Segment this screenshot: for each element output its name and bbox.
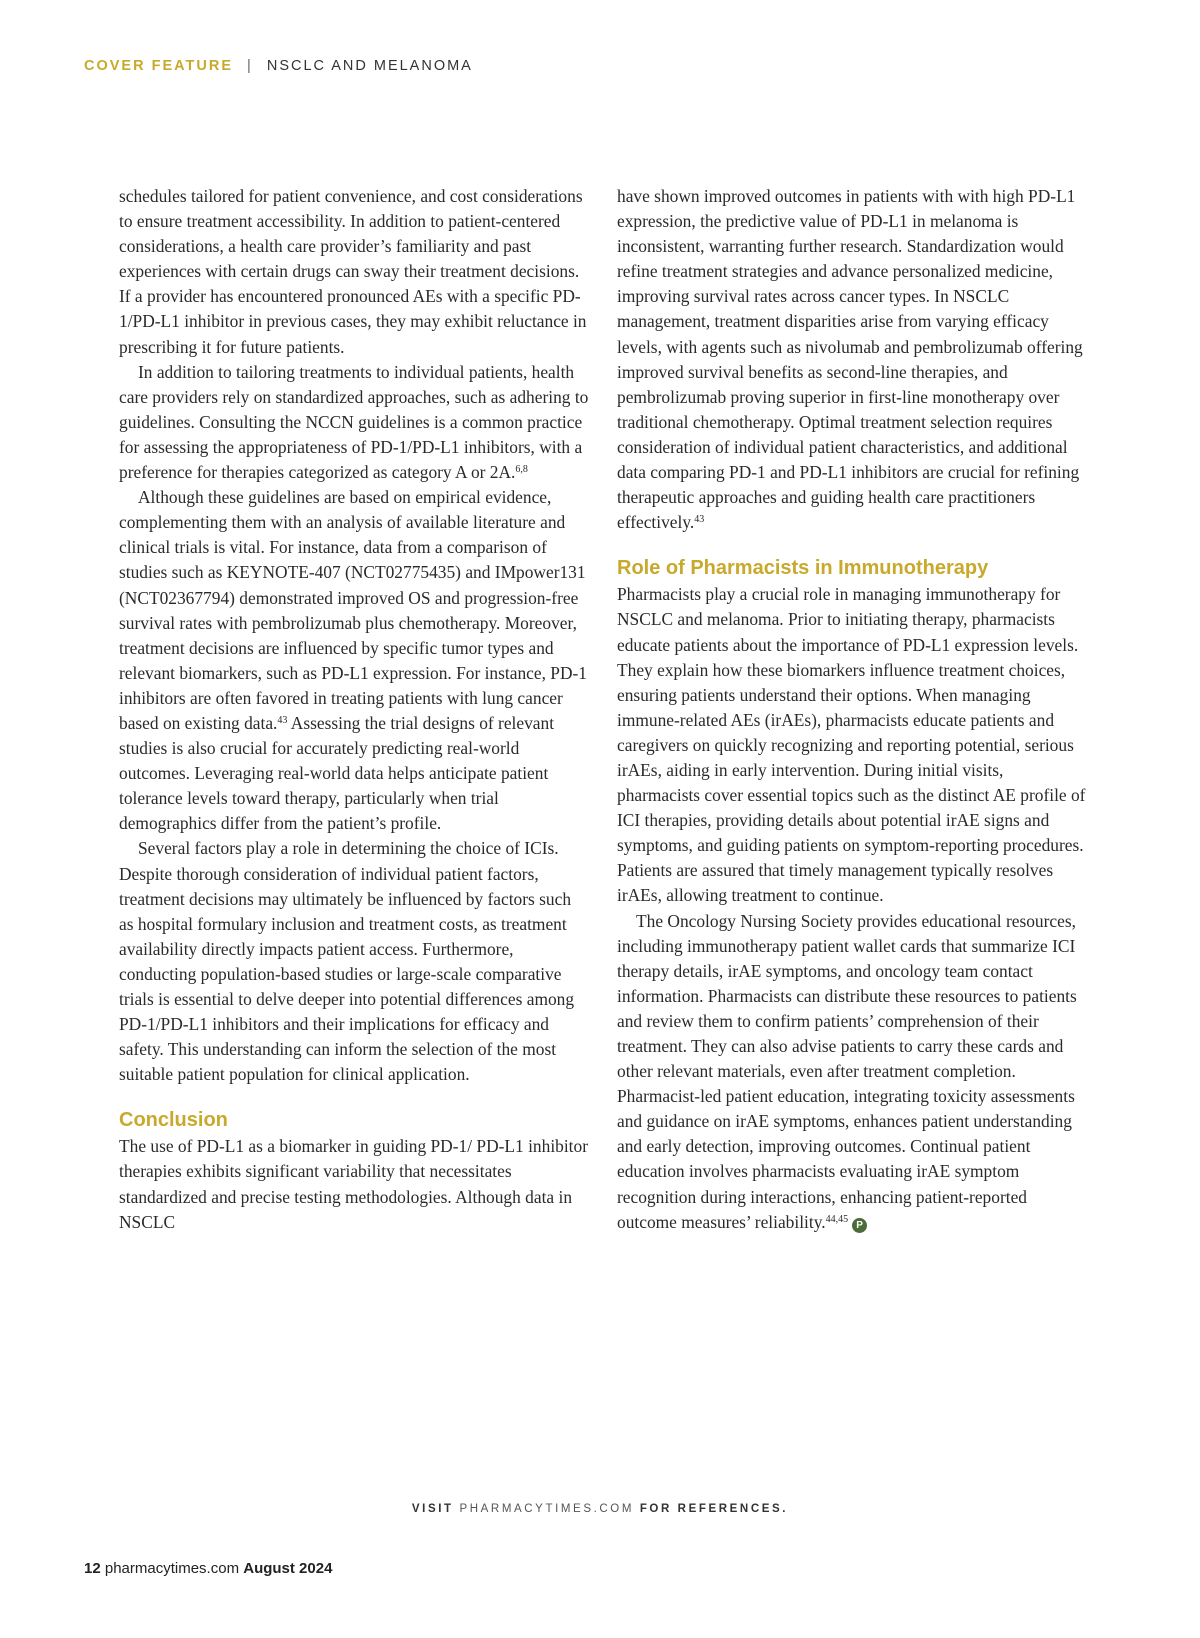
issue-date: August 2024 (243, 1560, 333, 1577)
conclusion-heading: Conclusion (119, 1109, 228, 1132)
paragraph-text: Assessing the trial designs of relevant studies is also crucial for accurately predicting real-world outcomes. Leveraging real-world data helps anticipate patient tolerance levels toward therapy, particularly when trial demographics differ from the patient’s profile. (119, 712, 555, 834)
section-label: COVER FEATURE (84, 58, 233, 74)
page-footer (84, 1560, 332, 1577)
paragraph (119, 360, 589, 485)
citation: 43 (694, 514, 705, 526)
citation: 43 (277, 714, 288, 726)
topic-label: NSCLC AND MELANOMA (266, 58, 473, 74)
right-column (617, 184, 1087, 1235)
paragraph: Pharmacists play a crucial role in managing immunotherapy for NSCLC and melanoma. Prior to initiating therapy, pharmacists educate patients about the importance of PD-L1 expression levels. They explain how these biomarkers influence treatment choices, ensuring patients understand their options. When managing immune-related AEs (irAEs), pharmacists educate patients and caregivers on quickly recognizing and reporting potential, serious irAEs, aiding in early intervention. During initial visits, pharmacists cover essential topics such as the distinct AE profile of ICI therapies, providing details about potential irAE signs and symptoms, and guiding patients on symptom-reporting procedures. Patients are assured that timely management typically resolves irAEs, allowing treatment to continue. (617, 584, 1086, 906)
paragraph-text: In addition to tailoring treatments to individual patients, health care providers rely on standardized approaches, such as adhering to guidelines. Consulting the NCCN guidelines is a common practice for assessing the appropriateness of PD-1/PD-L1 inhibitors, with a preference for therapies categorized as category A or 2A. (119, 361, 589, 483)
references-note (0, 1503, 1200, 1515)
citation: 6,8 (515, 464, 528, 476)
citation: 44,45 (825, 1213, 849, 1225)
paragraph: The use of PD-L1 as a biomarker in guiding PD-1/ PD-L1 inhibitor therapies exhibits significant variability that necessitates standardized and precise testing methodologies. Although data in NSCLC (119, 1136, 588, 1232)
page-number: 12 (84, 1560, 101, 1577)
paragraph-text: Although these guidelines are based on empirical evidence, complementing them with an analysis of available literature and clinical trials is vital. For instance, data from a comparison of studies such as KEYNOTE-407 (NCT02775435) and IMpower131 (NCT02367794) demonstrated improved OS and progression-free survival rates with pembrolizumab plus chemotherapy. Moreover, treatment decisions are influenced by specific tumor types and relevant biomarkers, such as PD-L1 expression. For instance, PD-1 inhibitors are often favored in treating patients with lung cancer based on existing data. (119, 487, 587, 733)
end-of-article-icon: P (852, 1218, 867, 1233)
running-header (84, 58, 473, 74)
paragraph: Several factors play a role in determining the choice of ICIs. Despite thorough consideration of individual patient factors, treatment decisions may ultimately be influenced by factors such as hospital formulary inclusion and treatment costs, as treatment availability directly impacts patient access. Furthermore, conducting population-based studies or large-scale comparative trials is essential to delve deeper into potential differences among PD-1/PD-L1 inhibitors and their implications for efficacy and safety. This understanding can inform the selection of the most suitable patient population for clinical application. (119, 838, 575, 1085)
paragraph (617, 184, 1087, 535)
role-heading: Role of Pharmacists in Immunotherapy (617, 557, 989, 580)
footer-site: pharmacytimes.com (104, 1560, 240, 1577)
references-tail: FOR REFERENCES. (639, 1503, 789, 1515)
references-link[interactable]: PHARMACYTIMES.COM (459, 1503, 635, 1515)
left-column (119, 184, 589, 1235)
paragraph (119, 485, 589, 836)
paragraph: schedules tailored for patient convenience, and cost considerations to ensure treatment accessibility. In addition to patient-centered considerations, a health care provider’s familiarity and past experiences with certain drugs can sway their treatment decisions. If a provider has encountered pronounced AEs with a specific PD-1/PD-L1 inhibitor in previous cases, they may exhibit reluctance in prescribing it for future patients. (119, 186, 587, 357)
paragraph-text: The Oncology Nursing Society provides educational resources, including immunotherapy patient wallet cards that summarize ICI therapy details, irAE symptoms, and oncology team contact information. Pharmacists can distribute these resources to patients and review them to confirm patients’ comprehension of their treatment. They can also advise patients to carry these cards and other relevant materials, even after treatment completion. Pharmacist-led patient education, integrating toxicity assessments and guidance on irAE symptoms, enhances patient understanding and early detection, improving outcomes. Continual patient education involves pharmacists evaluating irAE symptom recognition during interactions, enhancing patient-reported outcome measures’ reliability. (617, 910, 1077, 1232)
references-visit: VISIT (411, 1503, 454, 1515)
paragraph-text: have shown improved outcomes in patients with with high PD-L1 expression, the predictive value of PD-L1 in melanoma is inconsistent, warranting further research. Standardization would refine treatment strategies and advance personalized medicine, improving survival rates across cancer types. In NSCLC management, treatment disparities arise from varying efficacy levels, with agents such as nivolumab and pembrolizumab offering improved survival benefits as second-line therapies, and pembrolizumab proving superior in first-line monotherapy over traditional chemotherapy. Optimal treatment selection requires consideration of individual patient characteristics, and additional data comparing PD-1 and PD-L1 inhibitors are crucial for refining therapeutic approaches and guiding health care practitioners effectively. (617, 186, 1083, 533)
paragraph (617, 909, 1087, 1235)
header-separator: | (247, 58, 253, 74)
